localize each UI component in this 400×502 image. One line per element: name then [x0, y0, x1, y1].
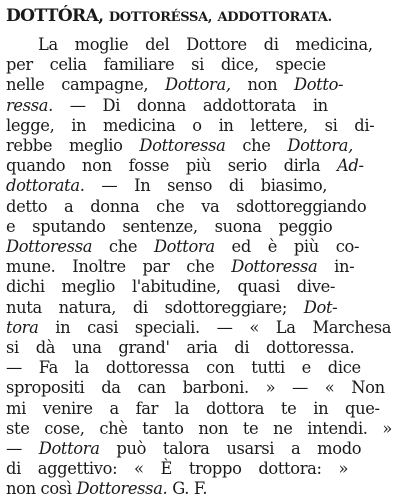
text-segment: che	[92, 237, 154, 256]
italic-term: Dottora	[153, 237, 215, 256]
entry-headword	[6, 6, 398, 28]
italic-term: Dottora	[38, 439, 100, 458]
text-segment: —	[6, 439, 39, 458]
text-segment: — Di donna addottorata in	[52, 95, 328, 115]
text-line	[6, 418, 392, 440]
text-segment: rebbe meglio	[6, 136, 140, 155]
text-segment: di aggettivo: « È troppo dottora: »	[6, 459, 349, 479]
text-line	[6, 458, 392, 480]
italic-term: ressa.	[6, 95, 53, 115]
text-line	[6, 297, 392, 319]
text-segment: La moglie del Dottore di medicina,	[38, 35, 373, 54]
text-segment: non così	[6, 479, 77, 499]
text-line	[6, 135, 392, 157]
italic-term: Dot-	[303, 297, 338, 317]
italic-term: Dotto-	[294, 75, 344, 95]
headword-main: DOTTÓRA,	[6, 6, 104, 26]
italic-term: Ad-	[337, 156, 364, 176]
text-line	[6, 276, 392, 298]
text-segment: ed è più co-	[214, 237, 360, 256]
text-segment: in casi speciali. — « La Marchesa	[38, 317, 392, 337]
text-line	[6, 54, 392, 76]
text-segment: quando non fosse più serio dirla	[6, 156, 337, 176]
text-segment: può talora usarsi a modo	[99, 439, 362, 458]
text-line	[6, 357, 392, 379]
text-line	[6, 236, 392, 258]
text-segment: legge, in medicina o in lettere, si di-	[6, 115, 375, 135]
headword-variant-2: ADDOTTORATA.	[217, 10, 332, 25]
text-segment: per celia familiare si dice, specie	[6, 55, 326, 75]
italic-term: Dottoressa	[139, 136, 226, 155]
text-segment: che	[225, 136, 288, 155]
italic-term: Dottoressa	[231, 257, 318, 277]
text-line	[6, 438, 392, 460]
italic-term: Dottoressa	[6, 237, 93, 256]
text-segment: mi venire a far la dottora te in que-	[6, 398, 380, 418]
italic-term: Dottora,	[287, 136, 353, 155]
headword-variant-1: DOTTORÉSSA,	[108, 10, 213, 25]
text-segment: in-	[317, 257, 355, 277]
text-line	[6, 74, 392, 96]
text-line	[6, 155, 392, 177]
text-line	[38, 34, 392, 56]
text-line	[6, 175, 392, 197]
text-line	[6, 478, 392, 500]
text-segment: detto a donna che va sdottoreggiando	[6, 196, 367, 216]
text-segment: nuta natura, di sdottoreggiare;	[6, 297, 304, 317]
text-line	[6, 216, 392, 238]
text-segment: ste cose, chè tanto non te ne intendi. »	[6, 418, 392, 438]
text-line	[6, 317, 392, 339]
text-segment: non	[230, 75, 295, 95]
text-segment: e sputando sentenze, suona peggio	[6, 216, 333, 236]
text-line	[6, 337, 392, 359]
text-segment: spropositi da can barboni. » — « Non	[6, 378, 385, 398]
italic-term: Dottora,	[165, 75, 231, 95]
italic-term: Dottoressa.	[76, 479, 168, 499]
text-segment: si dà una grand' aria di dottoressa.	[6, 338, 355, 357]
text-segment: mune. Inoltre par che	[6, 257, 232, 277]
italic-term: tora	[6, 317, 39, 337]
text-segment: G. F.	[167, 479, 208, 499]
text-segment: dichi meglio l'abitudine, quasi dive-	[6, 277, 336, 297]
text-line	[6, 256, 392, 278]
italic-term: dottorata.	[6, 176, 85, 196]
text-segment: nelle campagne,	[6, 75, 166, 95]
text-line	[6, 115, 392, 137]
text-line	[6, 398, 392, 420]
text-line	[6, 95, 392, 117]
text-line	[6, 377, 392, 399]
text-segment: — Fa la dottoressa con tutti e dice	[6, 358, 361, 378]
text-segment: — In senso di biasimo,	[84, 176, 328, 196]
text-line	[6, 196, 392, 218]
